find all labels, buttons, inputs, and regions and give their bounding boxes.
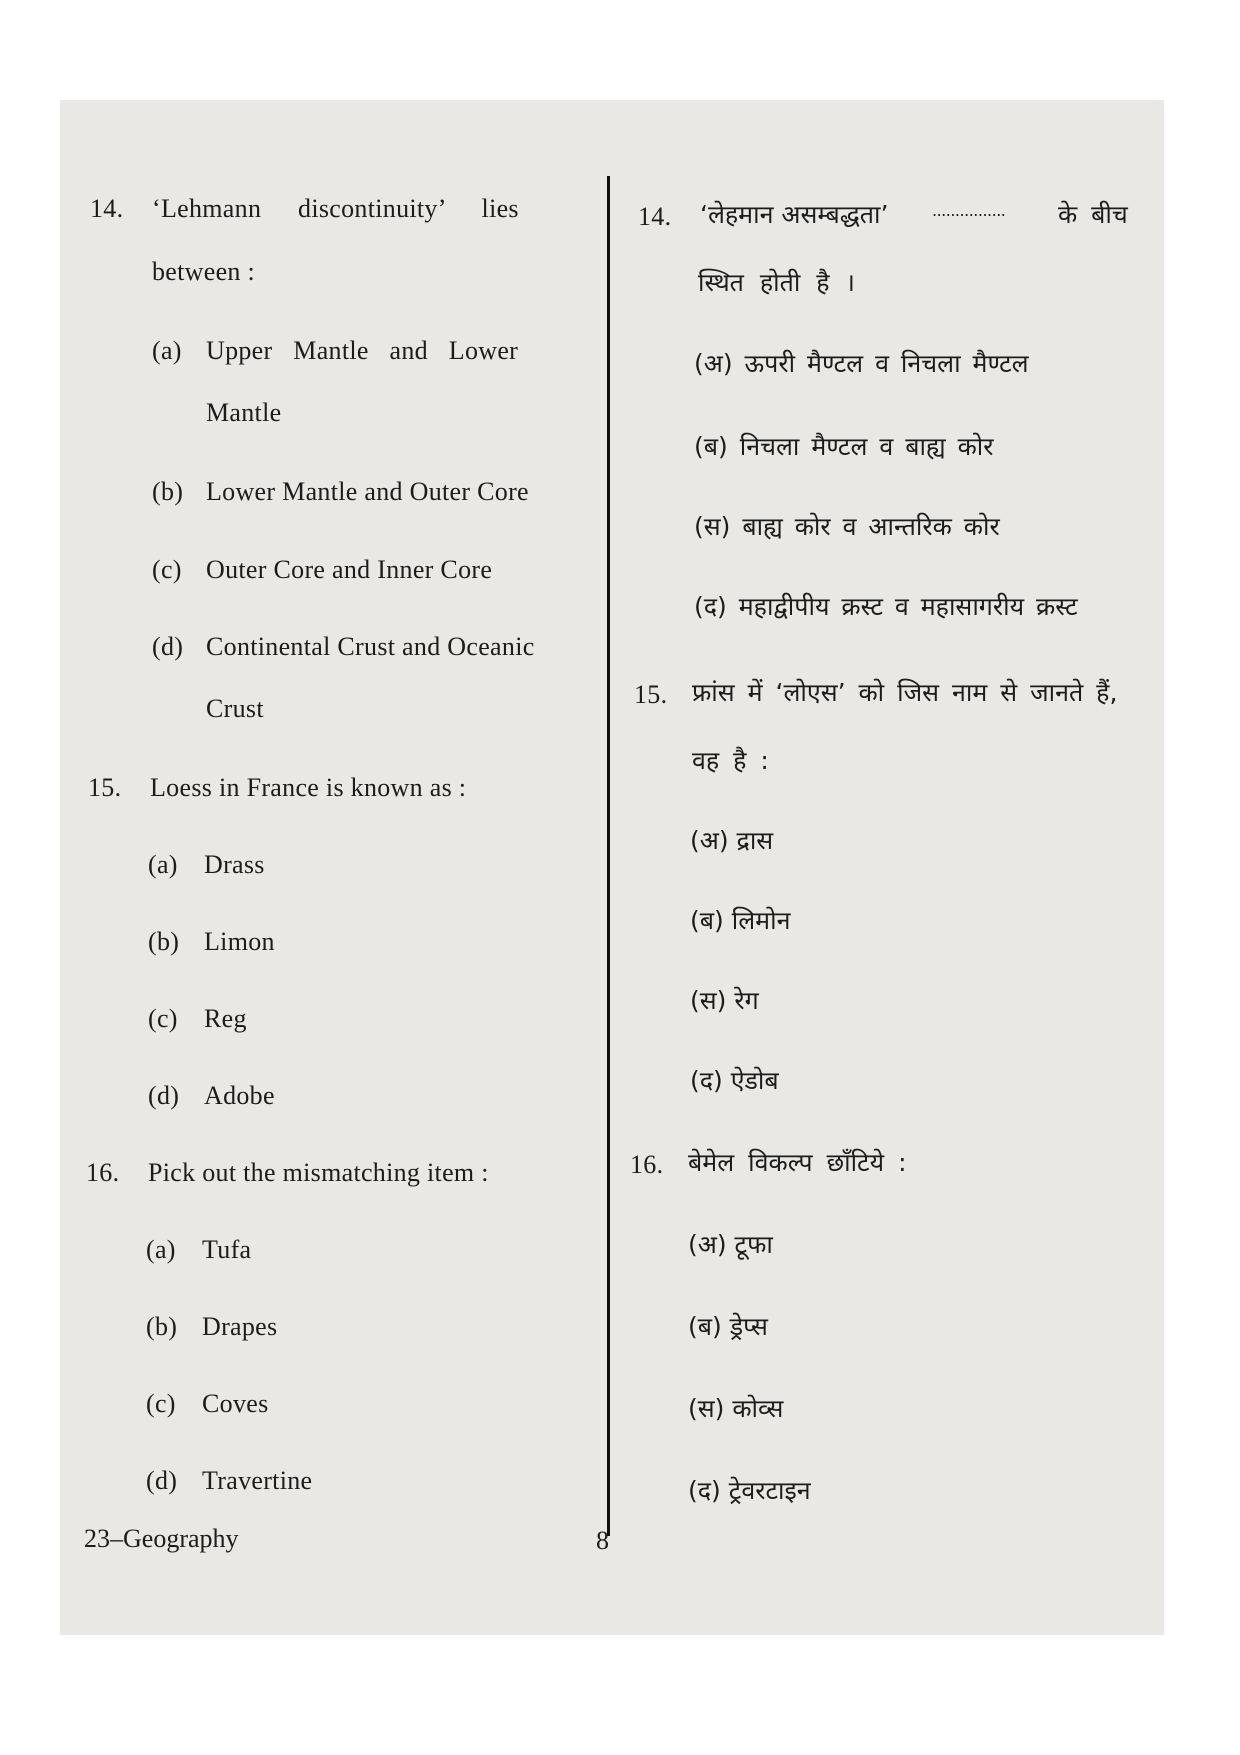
- option-text: (स) कोव्स: [688, 1394, 784, 1423]
- option-text: Reg: [204, 1004, 247, 1033]
- question-text: ‘लेहमान असम्बद्धता’: [700, 200, 889, 229]
- option-text: (स) बाह्य कोर व आन्तरिक कोर: [694, 512, 1000, 541]
- answer-blank: ................: [932, 201, 1006, 220]
- option-label: (a): [146, 1235, 176, 1264]
- option-label: (a): [148, 850, 178, 879]
- question-number: 15.: [634, 680, 668, 709]
- option-label: (c): [148, 1004, 178, 1033]
- option-text: (द) ट्रेवरटाइन: [688, 1476, 811, 1505]
- option-label: (c): [146, 1389, 176, 1418]
- question-number: 15.: [88, 773, 122, 802]
- option-text: Limon: [204, 927, 275, 956]
- option-text: Tufa: [202, 1235, 252, 1264]
- question-text: ‘Lehmann discontinuity’ lies: [152, 194, 519, 223]
- subject-code: 23–Geography: [84, 1524, 239, 1553]
- option-text: (ब) लिमोन: [690, 906, 791, 935]
- question-text: between :: [152, 257, 256, 286]
- option-label: (a): [152, 336, 182, 365]
- option-text: Drapes: [202, 1312, 278, 1341]
- page-number: 8: [596, 1526, 609, 1555]
- question-text: के बीच: [1058, 200, 1128, 229]
- option-label: (b): [146, 1312, 178, 1341]
- question-number: 14.: [638, 202, 672, 231]
- question-number: 16.: [86, 1158, 120, 1187]
- column-divider: [607, 176, 610, 1536]
- option-label: (d): [152, 632, 184, 661]
- question-text: फ्रांस में ‘लोएस’ को जिस नाम से जानते हैं,: [692, 678, 1118, 707]
- question-text: Pick out the mismatching item :: [148, 1158, 489, 1187]
- option-text: (स) रेग: [690, 986, 759, 1015]
- option-label: (d): [148, 1081, 180, 1110]
- question-text: स्थित होती है ।: [698, 268, 855, 297]
- option-text: Adobe: [204, 1081, 275, 1110]
- option-text: Coves: [202, 1389, 269, 1418]
- option-text: Travertine: [202, 1466, 313, 1495]
- option-text: (द) महाद्वीपीय क्रस्ट व महासागरीय क्रस्ट: [694, 592, 1078, 621]
- question-number: 16.: [630, 1150, 664, 1179]
- question-text: Loess in France is known as :: [150, 773, 467, 802]
- option-text: Mantle: [206, 398, 282, 427]
- option-text: (ब) निचला मैण्टल व बाह्य कोर: [694, 432, 994, 461]
- option-text: Continental Crust and Oceanic: [206, 632, 535, 661]
- question-text: बेमेल विकल्प छाँटिये :: [688, 1148, 907, 1177]
- option-text: Crust: [206, 694, 264, 723]
- option-text: (अ) द्रास: [690, 826, 774, 855]
- question-number: 14.: [90, 194, 124, 223]
- option-label: (d): [146, 1466, 178, 1495]
- option-text: Upper Mantle and Lower: [206, 336, 519, 365]
- option-text: (अ) ऊपरी मैण्टल व निचला मैण्टल: [694, 349, 1029, 378]
- option-text: Outer Core and Inner Core: [206, 555, 493, 584]
- option-text: (ब) ड्रेप्स: [688, 1312, 768, 1341]
- option-label: (b): [152, 477, 184, 506]
- question-text: वह है :: [692, 746, 769, 775]
- option-text: Drass: [204, 850, 265, 879]
- option-label: (c): [152, 555, 182, 584]
- option-label: (b): [148, 927, 180, 956]
- option-text: (अ) टूफा: [688, 1230, 773, 1259]
- option-text: (द) ऐडोब: [690, 1066, 779, 1095]
- option-text: Lower Mantle and Outer Core: [206, 477, 529, 506]
